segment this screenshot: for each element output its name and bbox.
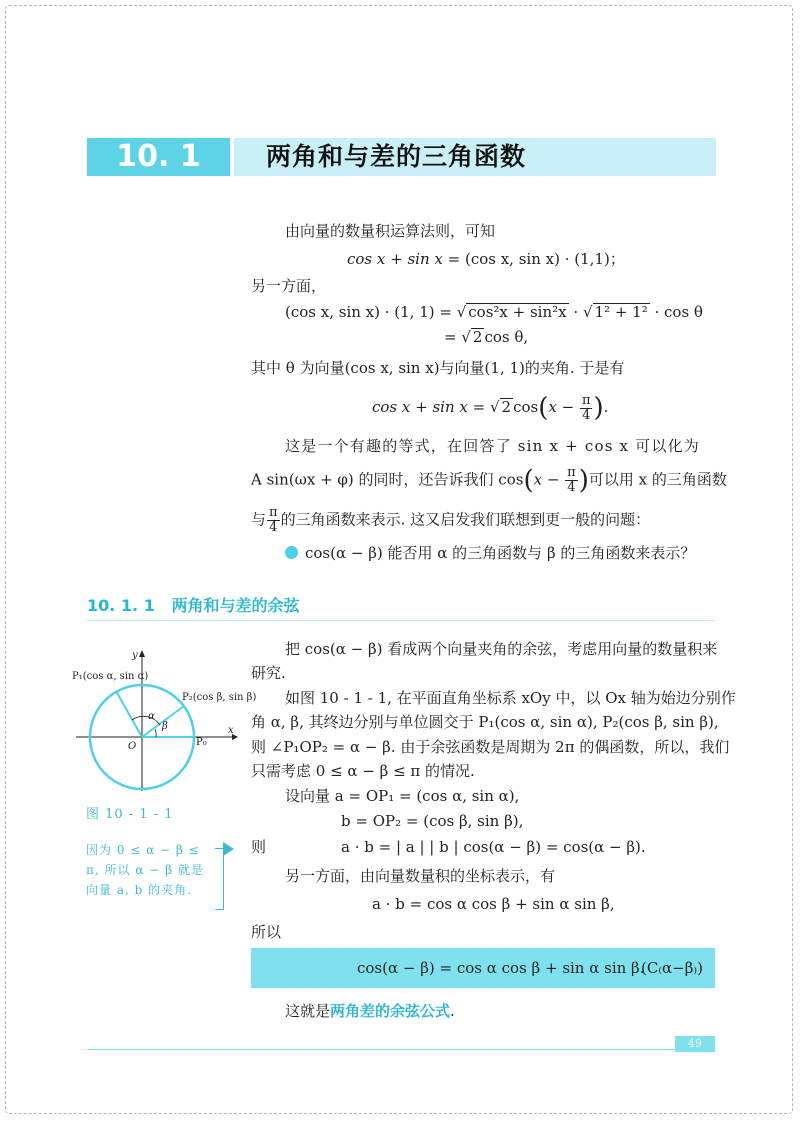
alpha-arc <box>132 716 160 725</box>
para3-l3-num: π <box>269 505 278 520</box>
section-number: 10. 1 <box>87 138 230 176</box>
para3-l2-inner: x − <box>533 470 565 489</box>
other-hand-text: 另一方面， <box>251 277 327 295</box>
body-line-10: 另一方面，由向量数量积的坐标表示，有 <box>285 867 556 885</box>
equation-3: = √ 2 cos θ, <box>444 328 529 346</box>
figure-caption: 图 10 - 1 - 1 <box>86 807 174 822</box>
question-text: cos(α − β) 能否用 α 的三角函数与 β 的三角函数来表示？ <box>305 544 696 562</box>
body-line-1: 把 cos(α − β) 看成两个向量夹角的余弦，考虑用向量的数量积来 <box>285 640 718 658</box>
label-alpha: α <box>148 711 155 722</box>
eq2-dot: · <box>568 303 583 321</box>
eq4-num: π <box>581 392 591 408</box>
eq4-cos: cos <box>513 398 539 416</box>
body-line-3: 如图 10 - 1 - 1, 在平面直角坐标系 xOy 中，以 Ox 轴为始边分别作 <box>285 689 736 707</box>
label-beta: β <box>162 721 168 732</box>
ray-op1 <box>116 691 142 737</box>
para3-l3-a: 与 <box>251 510 267 529</box>
page-number: 49 <box>675 1036 715 1052</box>
label-y: y <box>132 650 138 661</box>
conclusion <box>285 1001 455 1021</box>
conclusion-prefix: 这就是 <box>285 1002 331 1020</box>
label-o: O <box>128 741 137 752</box>
question-line <box>285 543 695 563</box>
eq4-sqrt: 2 <box>501 398 512 416</box>
side-note-bracket <box>215 848 224 910</box>
equation-2: (cos x, sin x) · (1, 1) = √ cos²x + sin²x · √ 1² + 1² · cos θ <box>285 303 703 321</box>
subsection-title: 两角和与差的余弦 <box>171 596 300 615</box>
body-line-4: 角 α, β, 其终边分别与单位圆交于 P₁(cos α, sin α), P₂(cos β, sin β), <box>251 713 719 731</box>
label-x: x <box>228 725 234 736</box>
para3-l3-b: 的三角函数来表示. 这又启发我们联想到更一般的问题： <box>280 510 651 529</box>
para3-l2-den: 4 <box>567 480 576 495</box>
side-note-arrow-icon <box>223 842 234 856</box>
body-line-7: 设向量 a = OP₁ = (cos α, sin α), <box>285 787 520 805</box>
eq4-lhs: cos x + sin x = <box>372 398 490 416</box>
para3-l2-num: π <box>567 465 576 480</box>
subsection-divider <box>87 620 715 621</box>
eq2-tail: · cos θ <box>649 303 703 321</box>
conclusion-suffix: . <box>450 1002 455 1020</box>
label-p0: P₀ <box>196 737 207 748</box>
body-therefore: 所以 <box>251 923 282 941</box>
eq1-lhs: cos x + sin x <box>347 250 443 268</box>
eq3-sqrt: 2 <box>472 328 483 346</box>
equation-4: cos x + sin x = √ 2 cos(x − $\frac{\pi}{4}$ ). <box>372 392 609 423</box>
subsection-heading <box>87 593 300 616</box>
eq3-tail: cos θ, <box>484 328 529 346</box>
question-bullet-icon <box>285 546 298 559</box>
beta-arc <box>155 729 156 737</box>
subsection-number: 10. 1. 1 <box>87 596 155 615</box>
body-line-2: 研究. <box>251 664 286 682</box>
body-line-8: b = OP₂ = (cos β, sin β), <box>341 812 524 830</box>
eq4-inner: x − <box>548 398 579 416</box>
para3-l2-a: A sin(ωx + φ) 的同时，还告诉我们 cos <box>251 470 524 489</box>
para-interesting-3 <box>251 506 650 535</box>
body-line-6: 只需考虑 0 ≤ α − β ≤ π 的情况. <box>251 762 475 780</box>
formula-text: cos(α − β) = cos α cos β + sin α sin β. <box>357 959 645 977</box>
footer-line <box>87 1049 715 1050</box>
body-line-5: 则 ∠P₁OP₂ = α − β. 由于余弦函数是周期为 2π 的偶函数，所以，我们 <box>251 738 730 756</box>
para-theta: 其中 θ 为向量(cos x, sin x)与向量(1, 1)的夹角. 于是有 <box>251 359 625 377</box>
body-line-11: a · b = cos α cos β + sin α sin β, <box>372 895 615 913</box>
formula-tag: (C₍α−β₎) <box>641 959 703 977</box>
unit-circle-figure <box>70 645 257 795</box>
para3-l2-b: 可以用 x 的三角函数 <box>588 470 727 489</box>
para-intro: 由向量的数量积运算法则，可知 <box>285 222 496 240</box>
section-title: 两角和与差的三角函数 <box>266 142 527 171</box>
body-line-9: a · b = | a | | b | cos(α − β) = cos(α − β). <box>341 838 646 856</box>
para-interesting-1: 这是一个有趣的等式，在回答了 sin x + cos x 可以化为 <box>285 437 700 455</box>
eq2-sqrt2: 1² + 1² <box>594 303 648 321</box>
side-note: 因为 0 ≤ α − β ≤ π, 所以 α − β 就是向量 a, b 的夹角. <box>86 843 204 897</box>
eq2-lhs: (cos x, sin x) · (1, 1) = <box>285 303 452 321</box>
label-p2: P₂(cos β, sin β) <box>182 692 257 703</box>
eq2-sqrt1: cos²x + sin²x <box>468 303 567 321</box>
para-interesting-2: A sin(ωx + φ) 的同时，还告诉我们 cos(x − $\frac{\pi}{4}$ )可以用 x 的三角函数 <box>251 465 727 496</box>
eq4-end: . <box>603 398 609 416</box>
para3-l3-den: 4 <box>269 520 278 535</box>
conclusion-highlight: 两角差的余弦公式 <box>330 1002 451 1020</box>
eq4-den: 4 <box>582 407 591 423</box>
y-axis-arrow-icon <box>139 650 145 657</box>
eq1-rhs: = (cos x, sin x) · (1,1)； <box>447 250 625 268</box>
equation-1 <box>347 248 625 269</box>
body-then: 则 <box>251 838 267 856</box>
eq3-prefix: = <box>444 328 462 346</box>
label-p1: P₁(cos α, sin α) <box>72 671 149 682</box>
